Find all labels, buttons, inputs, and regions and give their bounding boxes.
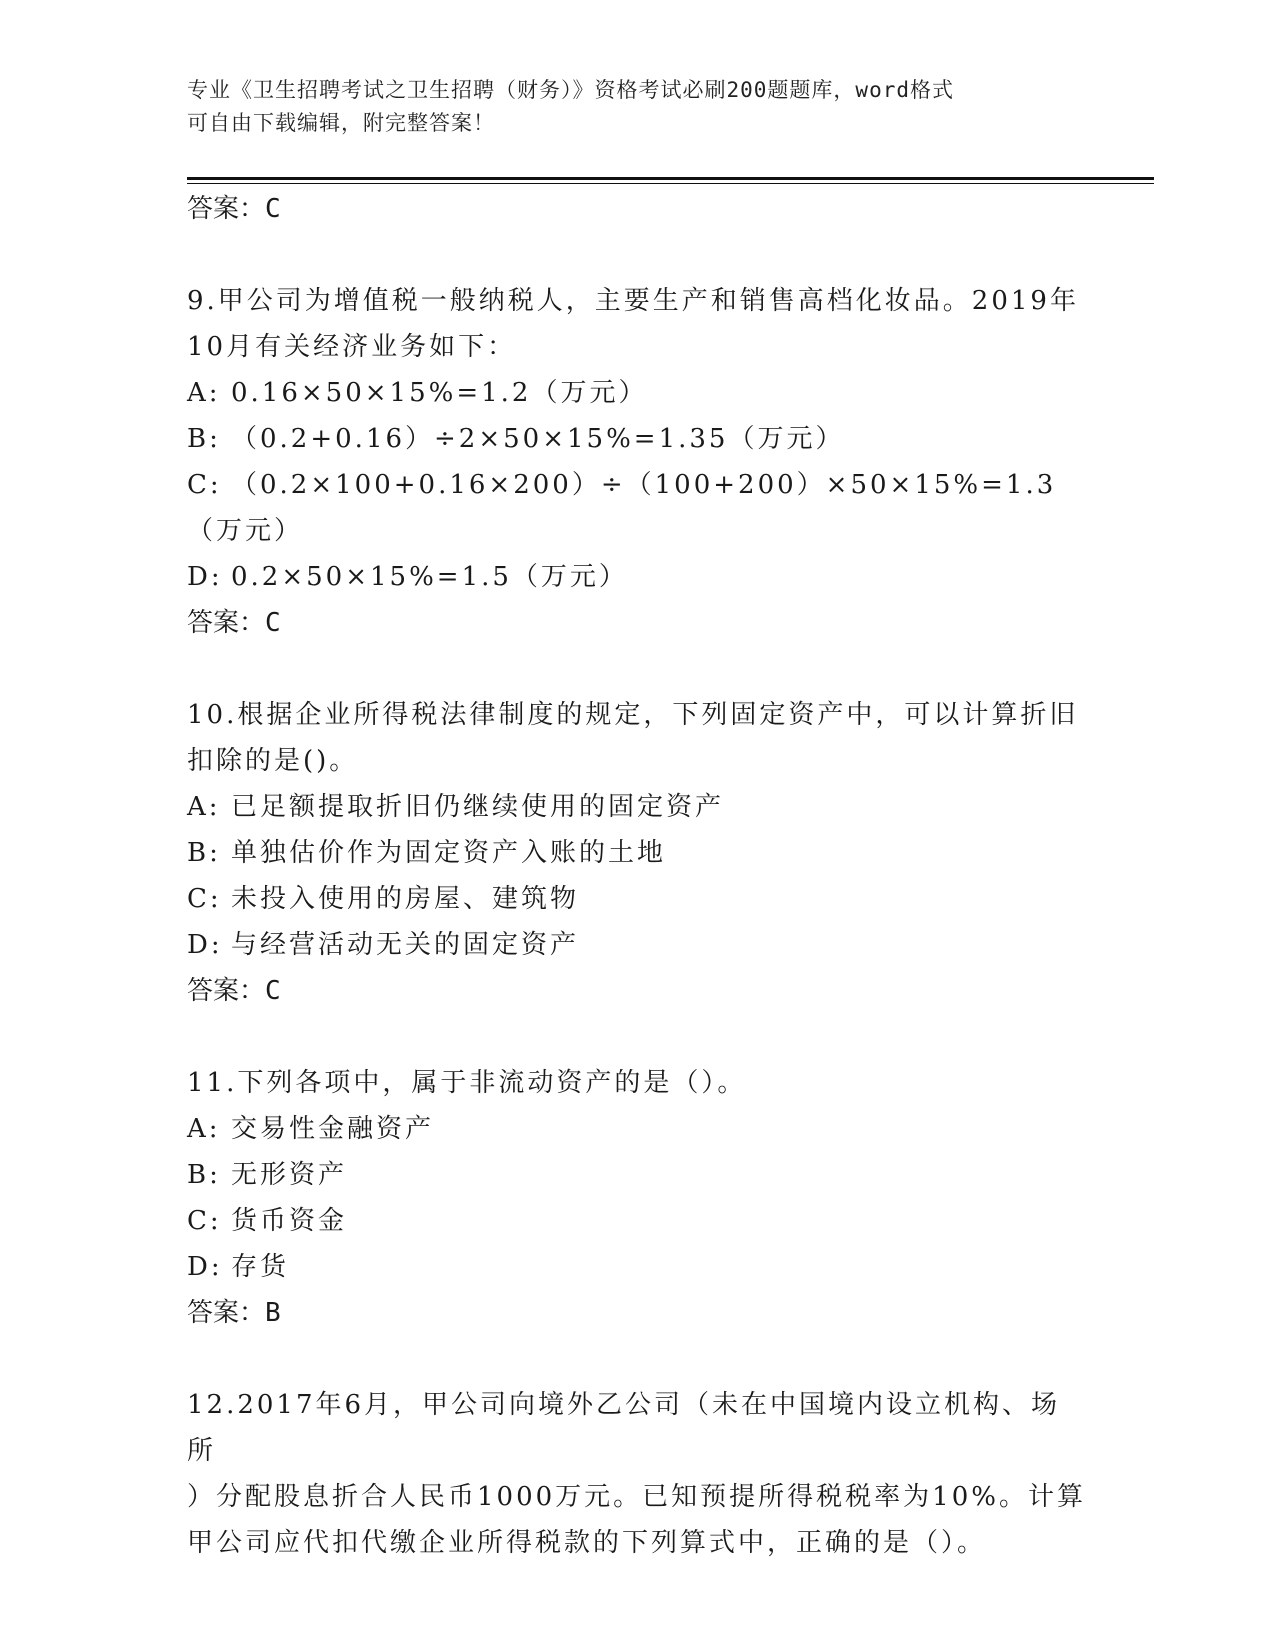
option-label: B:: [187, 1160, 221, 1190]
header-rule-thick: [187, 177, 1154, 180]
option-label: D:: [187, 562, 223, 592]
option-text: 已足额提取折旧仍继续使用的固定资产: [231, 792, 725, 822]
option-text: 货币资金: [231, 1206, 348, 1236]
option-c: [187, 462, 1087, 554]
option-a: [187, 1106, 1087, 1152]
option-text: 0.2×50×15%=1.5（万元）: [231, 562, 628, 592]
question-text: 12.2017年6月，甲公司向境外乙公司（未在中国境内设立机构、场所: [187, 1390, 1061, 1466]
option-a: [187, 784, 1087, 830]
option-text: 未投入使用的房屋、建筑物: [231, 884, 580, 914]
option-label: A:: [187, 1114, 221, 1144]
question-text: 9.甲公司为增值税一般纳税人，主要生产和销售高档化妆品。2019年: [187, 286, 1079, 316]
option-text: 0.16×50×15%=1.2（万元）: [231, 378, 648, 408]
option-label: A:: [187, 792, 221, 822]
answer-line: 答案：B: [187, 1298, 281, 1328]
question-12: [187, 1382, 1087, 1566]
question-text: 10.根据企业所得税法律制度的规定，下列固定资产中，可以计算折旧: [187, 700, 1079, 730]
option-text: 与经营活动无关的固定资产: [231, 930, 580, 960]
option-text: 存货: [231, 1252, 290, 1282]
option-label: C:: [187, 470, 222, 500]
option-label: B:: [187, 424, 221, 454]
question-10: [187, 692, 1087, 1014]
option-label: B:: [187, 838, 221, 868]
question-text: 甲公司应代扣代缴企业所得税款的下列算式中，正确的是（）。: [187, 1528, 987, 1558]
option-d: [187, 1244, 1087, 1290]
option-label: C:: [187, 884, 222, 914]
question-content: [187, 186, 1087, 1566]
option-c: [187, 1198, 1087, 1244]
question-text: 扣除的是()。: [187, 746, 359, 776]
option-label: A:: [187, 378, 221, 408]
header-rule-thin: [187, 183, 1154, 184]
question-text: 10月有关经济业务如下：: [187, 332, 517, 362]
question-11: [187, 1060, 1087, 1336]
option-text: （0.2+0.16）÷2×50×15%=1.35（万元）: [231, 424, 845, 454]
question-9: [187, 278, 1087, 646]
option-c: [187, 876, 1087, 922]
answer-line: 答案：C: [187, 608, 281, 638]
answer-line: 答案：C: [187, 976, 281, 1006]
answer-line: 答案：C: [187, 194, 281, 224]
option-b: [187, 1152, 1087, 1198]
option-label: D:: [187, 1252, 223, 1282]
question-text: 11.下列各项中，属于非流动资产的是（）。: [187, 1068, 747, 1098]
option-text: 无形资产: [231, 1160, 348, 1190]
option-b: [187, 830, 1087, 876]
option-label: C:: [187, 1206, 222, 1236]
document-header: [187, 74, 1067, 140]
option-text: 交易性金融资产: [231, 1114, 435, 1144]
option-label: D:: [187, 930, 223, 960]
option-d: [187, 922, 1087, 968]
option-text: （0.2×100+0.16×200）÷（100+200）×50×15%=1.3（万元）: [187, 470, 1057, 546]
option-b: [187, 416, 1087, 462]
option-text: 单独估价作为固定资产入账的土地: [231, 838, 667, 868]
question-text: ）分配股息折合人民币1000万元。已知预提所得税税率为10%。计算: [187, 1482, 1086, 1512]
option-d: [187, 554, 1087, 600]
option-a: [187, 370, 1087, 416]
header-line-1: 专业《卫生招聘考试之卫生招聘（财务）》资格考试必刷200题题库，word格式: [187, 78, 954, 102]
header-line-2: 可自由下载编辑，附完整答案！: [187, 111, 495, 135]
